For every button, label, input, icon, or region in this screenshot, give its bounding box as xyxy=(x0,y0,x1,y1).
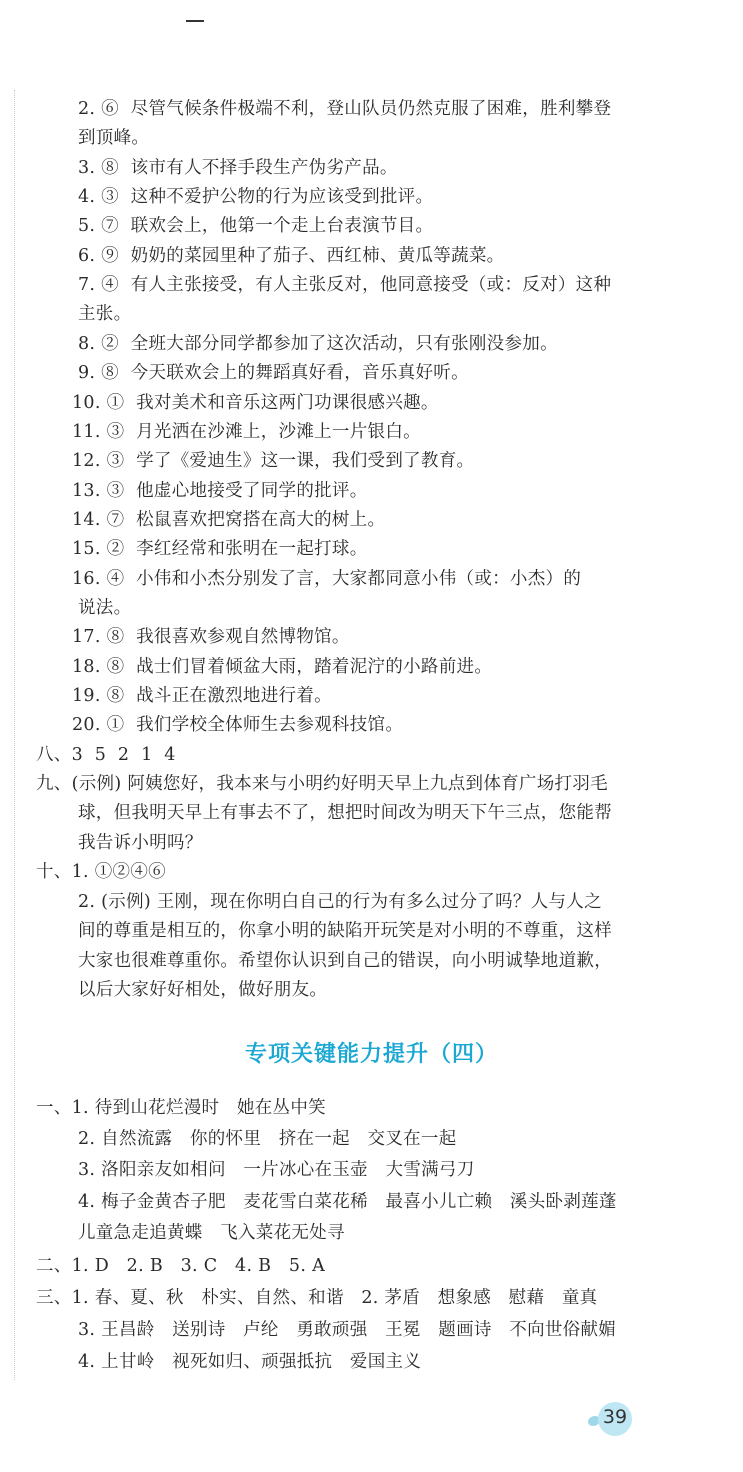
answer-line: 大家也很难尊重你。希望你认识到自己的错误，向小明诚挚地道歉， xyxy=(78,951,612,971)
answer-line: 以后大家好好相处，做好朋友。 xyxy=(78,980,328,1000)
top-mark xyxy=(186,20,204,22)
answer-line: 球，但我明天早上有事去不了，想把时间改为明天下午三点，您能帮 xyxy=(78,803,612,823)
page-number-badge xyxy=(588,1402,638,1436)
answer-line: 3. 洛阳亲友如相问 一片冰心在玉壶 大雪满弓刀 xyxy=(78,1160,475,1180)
answer-line: 一、1. 待到山花烂漫时 她在丛中笑 xyxy=(36,1098,326,1118)
answer-line: 2. 自然流露 你的怀里 挤在一起 交叉在一起 xyxy=(78,1129,457,1149)
answer-line: 3. ⑧ 该市有人不择手段生产伪劣产品。 xyxy=(78,158,398,178)
answer-line: 4. 梅子金黄杏子肥 麦花雪白菜花稀 最喜小儿亡赖 溪头卧剥莲蓬 xyxy=(78,1192,617,1212)
answer-line: 13. ③ 他虚心地接受了同学的批评。 xyxy=(72,481,368,501)
answer-line: 12. ③ 学了《爱迪生》这一课，我们受到了教育。 xyxy=(72,451,475,471)
answer-line: 14. ⑦ 松鼠喜欢把窝搭在高大的树上。 xyxy=(72,510,386,530)
answer-line: 十、1. ①②④⑥ xyxy=(36,862,166,882)
answer-line: 19. ⑧ 战斗正在激烈地进行着。 xyxy=(72,686,332,706)
answer-line: 三、1. 春、夏、秋 朴实、自然、和谐 2. 茅盾 想象感 慰藉 童真 xyxy=(36,1288,598,1308)
answer-line: 九、(示例) 阿姨您好，我本来与小明约好明天早上九点到体育广场打羽毛 xyxy=(36,774,608,794)
answer-line: 2. (示例) 王刚，现在你明白自己的行为有多么过分了吗？人与人之 xyxy=(78,892,602,912)
answer-line: 4. ③ 这种不爱护公物的行为应该受到批评。 xyxy=(78,187,434,207)
answer-line: 5. ⑦ 联欢会上，他第一个走上台表演节目。 xyxy=(78,216,434,236)
left-margin-rule xyxy=(14,90,15,1380)
answer-line: 说法。 xyxy=(78,598,132,618)
answer-line: 17. ⑧ 我很喜欢参观自然博物馆。 xyxy=(72,627,350,647)
answer-line: 儿童急走追黄蝶 飞入菜花无处寻 xyxy=(78,1223,345,1243)
answer-line: 间的尊重是相互的，你拿小明的缺陷开玩笑是对小明的不尊重，这样 xyxy=(78,921,612,941)
answer-line: 主张。 xyxy=(78,304,132,324)
answer-line: 3. 王昌龄 送别诗 卢纶 勇敢顽强 王冕 题画诗 不向世俗献媚 xyxy=(78,1320,617,1340)
answer-line: 8. ② 全班大部分同学都参加了这次活动，只有张刚没参加。 xyxy=(78,334,558,354)
answer-line: 4. 上甘岭 视死如归、顽强抵抗 爱国主义 xyxy=(78,1352,422,1372)
answer-line: 2. ⑥ 尽管气候条件极端不利，登山队员仍然克服了困难，胜利攀登 xyxy=(78,99,612,119)
answer-line: 10. ① 我对美术和音乐这两门功课很感兴趣。 xyxy=(72,393,439,413)
section-title: 专项关键能力提升（四） xyxy=(244,1042,498,1067)
answer-line: 16. ④ 小伟和小杰分别发了言，大家都同意小伟（或：小杰）的 xyxy=(72,569,582,589)
answer-line: 11. ③ 月光洒在沙滩上，沙滩上一片银白。 xyxy=(72,422,421,442)
answer-line: 7. ④ 有人主张接受，有人主张反对，他同意接受（或：反对）这种 xyxy=(78,275,612,295)
page-number: 39 xyxy=(602,1406,628,1428)
answer-line: 6. ⑨ 奶奶的菜园里种了茄子、西红柿、黄瓜等蔬菜。 xyxy=(78,246,505,266)
answer-line: 二、1. D 2. B 3. C 4. B 5. A xyxy=(36,1256,326,1276)
answer-line: 八、3 5 2 1 4 xyxy=(36,745,176,765)
answer-line: 15. ② 李红经常和张明在一起打球。 xyxy=(72,539,368,559)
answer-line: 18. ⑧ 战士们冒着倾盆大雨，踏着泥泞的小路前进。 xyxy=(72,657,493,677)
answer-line: 9. ⑧ 今天联欢会上的舞蹈真好看，音乐真好听。 xyxy=(78,363,469,383)
answer-line: 到顶峰。 xyxy=(78,128,150,148)
answer-line: 我告诉小明吗？ xyxy=(78,833,203,853)
answer-line: 20. ① 我们学校全体师生去参观科技馆。 xyxy=(72,715,404,735)
